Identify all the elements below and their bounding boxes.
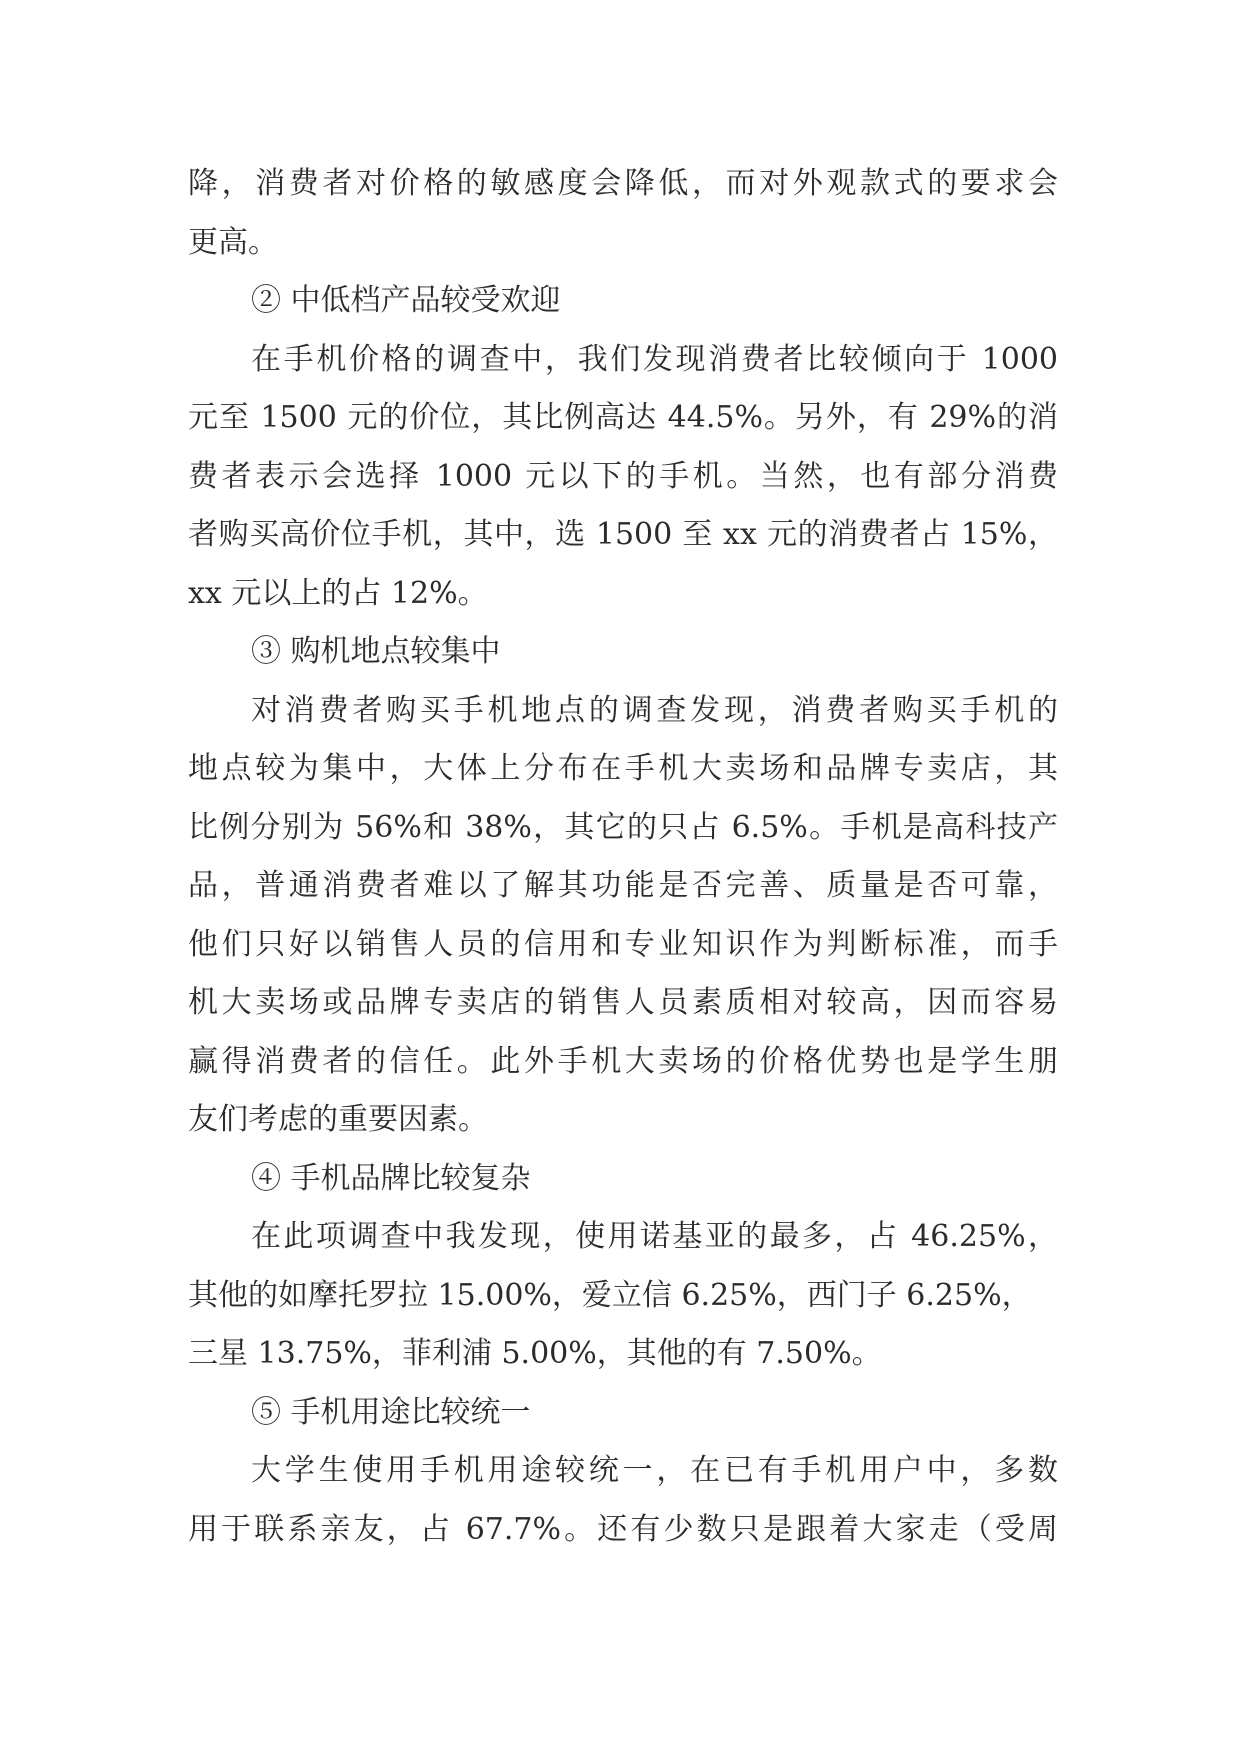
text-line: 他们只好以销售人员的信用和专业知识作为判断标准，而手 — [188, 926, 1058, 962]
text-line: 赢得消费者的信任。此外手机大卖场的价格优势也是学生朋 — [188, 1043, 1058, 1079]
body-text — [188, 155, 1058, 1559]
text-line: 更高。 — [188, 224, 278, 260]
text-line: 用于联系亲友，占 67.7%。还有少数只是跟着大家走（受周 — [188, 1511, 1058, 1547]
text-line: 比例分别为 56%和 38%，其它的只占 6.5%。手机是高科技产 — [188, 809, 1058, 845]
text-line: 费者表示会选择 1000 元以下的手机。当然，也有部分消费 — [188, 458, 1058, 494]
text-line: 地点较为集中，大体上分布在手机大卖场和品牌专卖店，其 — [188, 751, 1058, 786]
text-line: 降，消费者对价格的敏感度会降低，而对外观款式的要求会 — [188, 166, 1058, 201]
text-line: 在此项调查中我发现，使用诺基亚的最多，占 46.25%， — [251, 1219, 1058, 1254]
text-line: 友们考虑的重要因素。 — [188, 1102, 488, 1137]
text-line: 机大卖场或品牌专卖店的销售人员素质相对较高，因而容易 — [188, 985, 1058, 1020]
text-line: 三星 13.75%，菲利浦 5.00%，其他的有 7.50%。 — [188, 1336, 882, 1371]
section-heading: ④ 手机品牌比较复杂 — [251, 1160, 531, 1196]
text-line: 在手机价格的调查中，我们发现消费者比较倾向于 1000 — [251, 341, 1058, 377]
text-line: 大学生使用手机用途较统一，在已有手机用户中，多数 — [251, 1453, 1058, 1488]
section-heading: ② 中低档产品较受欢迎 — [251, 283, 561, 318]
text-line: 品，普通消费者难以了解其功能是否完善、质量是否可靠， — [188, 868, 1058, 903]
text-line: 者购买高价位手机，其中，选 1500 至 xx 元的消费者占 15%， — [188, 517, 1058, 552]
section-heading: ⑤ 手机用途比较统一 — [251, 1394, 531, 1430]
text-line: 元至 1500 元的价位，其比例高达 44.5%。另外，有 29%的消 — [188, 400, 1058, 435]
text-line: 对消费者购买手机地点的调查发现，消费者购买手机的 — [251, 692, 1058, 728]
section-heading: ③ 购机地点较集中 — [251, 634, 501, 669]
text-line: xx 元以上的占 12%。 — [188, 575, 488, 611]
text-line: 其他的如摩托罗拉 15.00%，爱立信 6.25%，西门子 6.25%， — [188, 1277, 1032, 1313]
